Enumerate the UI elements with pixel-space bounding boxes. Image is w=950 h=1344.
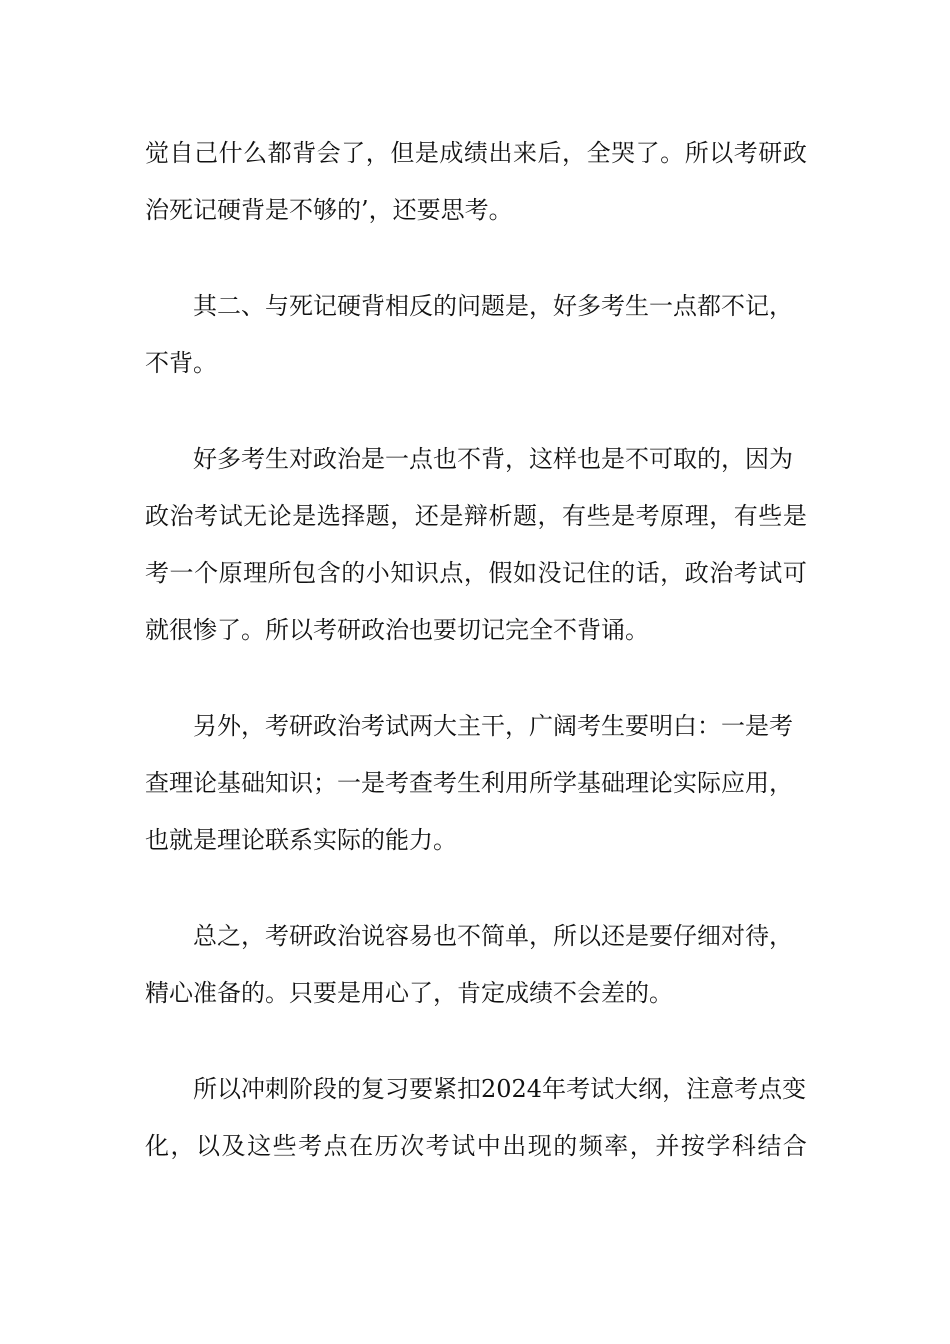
text-line: 不背。 <box>145 349 217 377</box>
text-line: 其二、与死记硬背相反的问题是，好多考生一点都不记， <box>193 292 793 320</box>
text-line: 好多考生对政治是一点也不背，这样也是不可取的，因为 <box>193 445 793 473</box>
paragraph-6 <box>145 1061 807 1175</box>
text-line: 考 一 个 原 理 所 包 含 的 小 知 识 点 ， 假 如 没 记 住 的 话 ， 政 治 考 试 可 <box>145 559 807 587</box>
text-line: 查理论基础知识；一是考查考生利用所学基础理论实际应用， <box>145 769 793 797</box>
paragraph-3 <box>145 431 807 659</box>
text-line: 觉 自 己 什 么 都 背 会 了 ， 但 是 成 绩 出 来 后 ， 全 哭 了 。 所 以 考 研 政 <box>145 139 807 167</box>
text-line: 就很惨了。所以考研政治也要切记完全不背诵。 <box>145 616 649 644</box>
text-line: 精心准备的。只要是用心了，肯定成绩不会差的。 <box>145 979 673 1007</box>
paragraph-4 <box>145 698 807 869</box>
paragraph-2 <box>145 278 807 392</box>
text-line: 总之，考研政治说容易也不简单，所以还是要仔细对待， <box>193 922 793 950</box>
text-line: 政 治 考 试 无 论 是 选 择 题 ， 还 是 辩 析 题 ， 有 些 是 考 原 理 ， 有 些 是 <box>145 502 807 530</box>
document-body <box>145 125 807 1175</box>
paragraph-1 <box>145 125 807 239</box>
text-line: 另外，考研政治考试两大主干，广阔考生要明白：一是考 <box>193 712 793 740</box>
text-line: 也就是理论联系实际的能力。 <box>145 826 457 854</box>
text-line: 治死记硬背是不够的’，还要思考。 <box>145 196 513 224</box>
text-line: 所以冲刺阶段的复习要紧扣2024年考试大纲，注意考点变 <box>193 1075 807 1103</box>
paragraph-5 <box>145 908 807 1022</box>
text-line: 化 ， 以 及 这 些 考 点 在 历 次 考 试 中 出 现 的 频 率 ， 并 按 学 科 结 合 <box>145 1132 807 1160</box>
